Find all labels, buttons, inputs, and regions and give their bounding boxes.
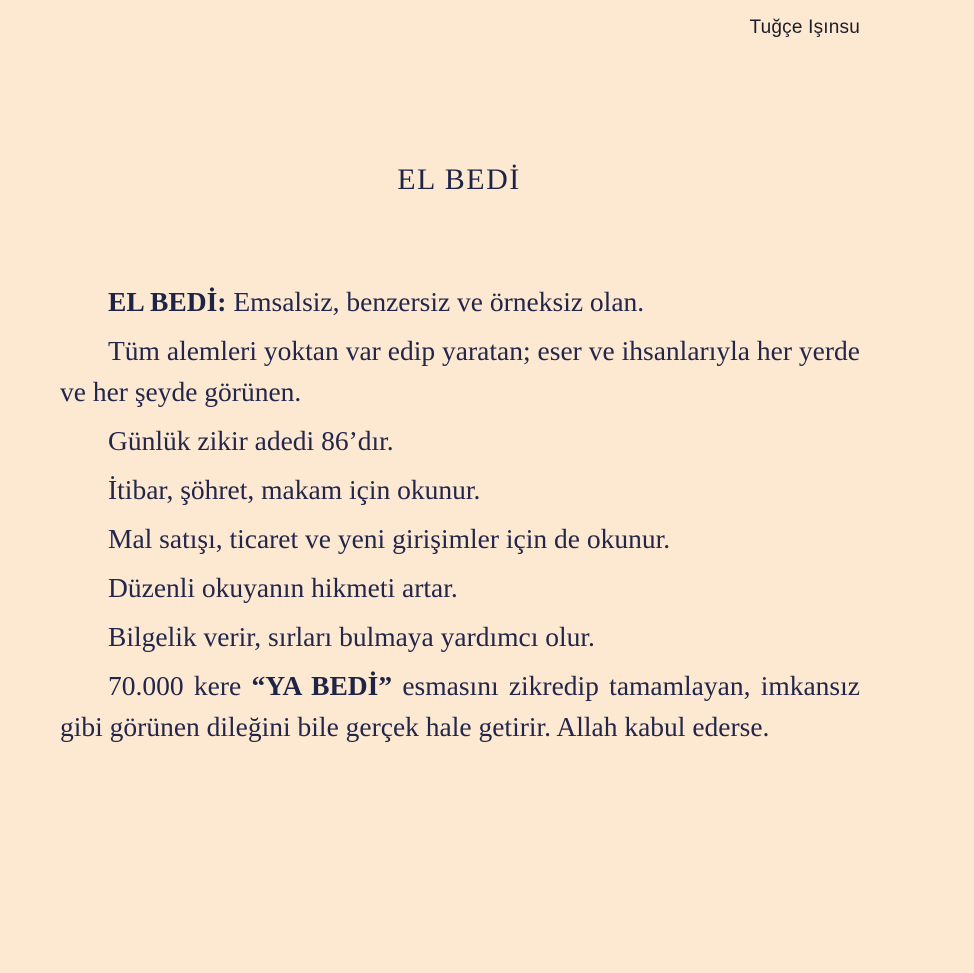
definition-text: Emsalsiz, benzersiz ve örneksiz olan. bbox=[226, 286, 645, 317]
paragraph-wish bbox=[60, 665, 860, 747]
paragraph-secrets: Bilgelik verir, sırları bulmaya yardımcı olur. bbox=[108, 621, 595, 652]
term-label: EL BEDİ: bbox=[108, 286, 227, 317]
wish-post: esmasını zikredip tamamlayan, imkansız gibi görünen dileğini bile gerçek hale getirir. Allah kabul ederse. bbox=[60, 670, 860, 742]
paragraph-reputation: İtibar, şöhret, makam için okunur. bbox=[108, 474, 481, 505]
page-title: EL BEDİ bbox=[397, 163, 521, 196]
paragraph-wisdom: Düzenli okuyanın hikmeti artar. bbox=[108, 572, 458, 603]
author-name: Tuğçe Işınsu bbox=[749, 17, 860, 38]
wish-pre: 70.000 kere bbox=[108, 670, 252, 701]
paragraph-definition bbox=[60, 281, 860, 322]
paragraph-description: Tüm alemleri yoktan var edip yaratan; eser ve ihsanlarıyla her yerde ve her şeyde görünen. bbox=[60, 335, 860, 407]
wish-name: “YA BEDİ” bbox=[251, 670, 393, 701]
paragraph-zikir-count: Günlük zikir adedi 86’dır. bbox=[108, 425, 394, 456]
body-text bbox=[60, 281, 860, 755]
paragraph-trade: Mal satışı, ticaret ve yeni girişimler için de okunur. bbox=[108, 523, 671, 554]
